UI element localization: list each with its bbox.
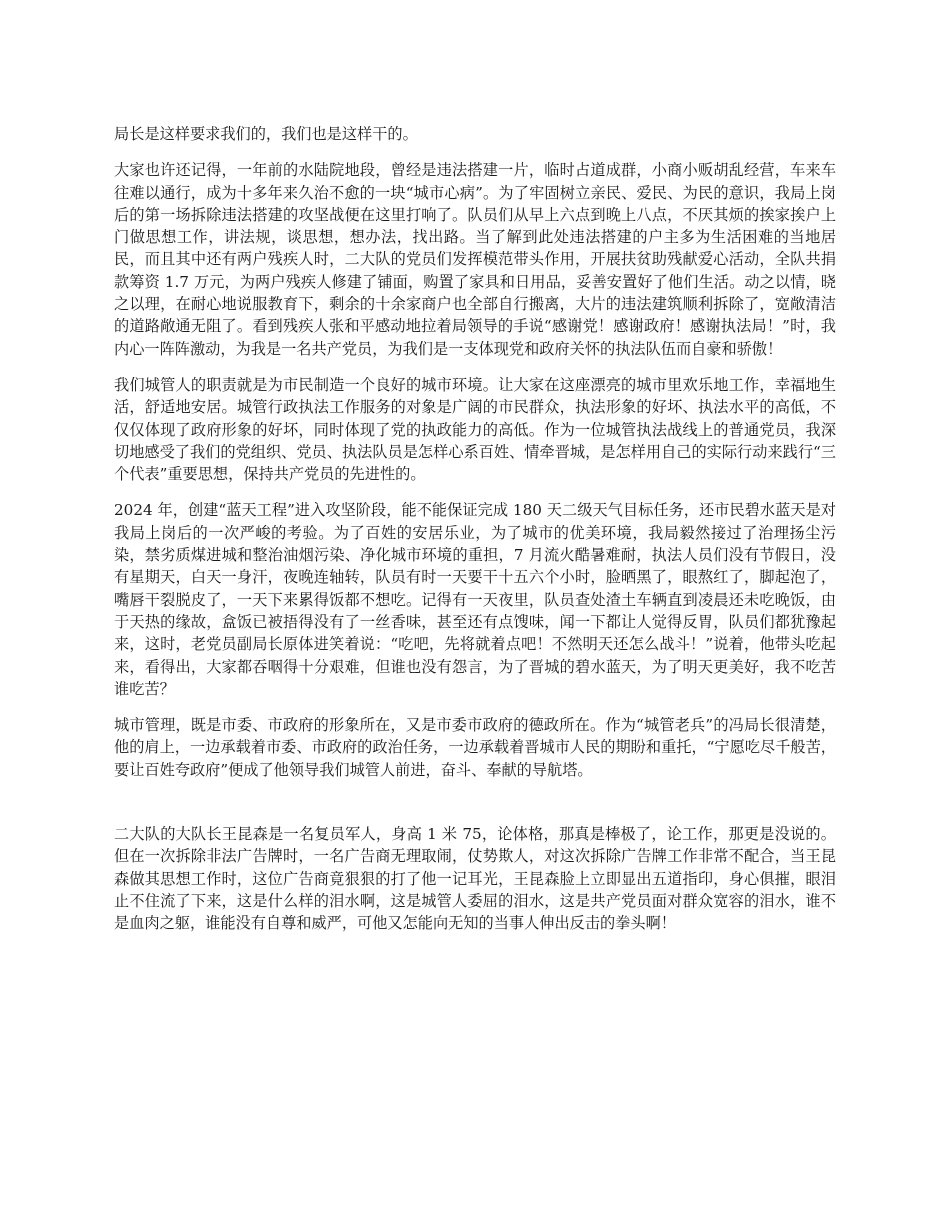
- paragraph-6: 二大队的大队长王昆森是一名复员军人，身高 1 米 75，论体格，那真是棒极了，论工作，那更是没说的。但在一次拆除非法广告牌时，一名广告商无理取闹，仗势欺人，对这次拆除广告牌工作非常不配合，当王昆森做其思想工作时，这位广告商竟狠狠的打了他一记耳光，王昆森脸上立即显出五道指印，身心俱摧，眼泪止不住流了下来，这是什么样的泪水啊，这是城管人委屈的泪水，这是共产党员面对群众宽容的泪水，谁不是血肉之躯，谁能没有自尊和威严，可他又怎能向无知的当事人伸出反击的拳头啊！: [114, 825, 836, 933]
- paragraph-5: 城市管理，既是市委、市政府的形象所在，又是市委市政府的德政所在。作为“城管老兵”的冯局长很清楚，他的肩上，一边承载着市委、市政府的政治任务，一边承载着晋城市人民的期盼和重托，“宁愿吃尽千般苦，要让百姓夸政府”便成了他领导我们城管人前进，奋斗、奉献的导航塔。: [114, 716, 836, 779]
- document-body: [114, 123, 836, 949]
- paragraph-4: 2024 年，创建“蓝天工程”进入攻坚阶段，能不能保证完成 180 天二级天气目标任务，还市民碧水蓝天是对我局上岗后的一次严峻的考验。为了百姓的安居乐业，为了城市的优美环境，我局毅然接过了治理扬尘污染，禁劣质煤进城和整治油烟污染、净化城市环境的重担，7 月流火酷暑难耐，执法人员们没有节假日，没有星期天，白天一身汗，夜晚连轴转，队员有时一天要干十五六个小时，脸晒黑了，眼熬红了，脚起泡了，嘴唇干裂脱皮了，一天下来累得饭都不想吃。记得有一天夜里，队员查处渣土车辆直到凌晨还未吃晚饭，由于天热的缘故，盒饭已被捂得没有了一丝香味，甚至还有点馊味，闻一下都让人觉得反胃，队员们都犹豫起来，这时，老党员副局长原体进笑着说：“吃吧，先将就着点吧！不然明天还怎么战斗！”说着，他带头吃起来，看得出，大家都吞咽得十分艰难，但谁也没有怨言，为了晋城的碧水蓝天，为了明天更美好，我不吃苦谁吃苦？: [114, 501, 836, 698]
- paragraph-2: 大家也许还记得，一年前的水陆院地段，曾经是违法搭建一片，临时占道成群，小商小贩胡乱经营，车来车往难以通行，成为十多年来久治不愈的一块“城市心病”。为了牢固树立亲民、爱民、为民的意识，我局上岗后的第一场拆除违法搭建的攻坚战便在这里打响了。队员们从早上六点到晚上八点，不厌其烦的挨家挨户上门做思想工作，讲法规，谈思想，想办法，找出路。当了解到此处违法搭建的户主多为生活困难的当地居民，而且其中还有两户残疾人时，二大队的党员们发挥模范带头作用，开展扶贫助残献爱心活动，全队共捐款筹资 1.7 万元，为两户残疾人修建了铺面，购置了家具和日用品，妥善安置好了他们生活。动之以情，晓之以理，在耐心地说服教育下，剩余的十余家商户也全部自行搬离，大片的违法建筑顺利拆除了，宽敞清洁的道路敞通无阻了。看到残疾人张和平感动地拉着局领导的手说“感谢党！感谢政府！感谢执法局！”时，我内心一阵阵激动，为我是一名共产党员，为我们是一支体现党和政府关怀的执法队伍而自豪和骄傲！: [114, 161, 836, 358]
- paragraph-1: 局长是这样要求我们的，我们也是这样干的。: [114, 125, 418, 143]
- paragraph-3: 我们城管人的职责就是为市民制造一个良好的城市环境。让大家在这座漂亮的城市里欢乐地工作，幸福地生活，舒适地安居。城管行政执法工作服务的对象是广阔的市民群众，执法形象的好坏、执法水平的高低，不仅仅体现了政府形象的好坏，同时体现了党的执政能力的高低。作为一位城管执法战线上的普通党员，我深切地感受了我们的党组织、党员、执法队员是怎样心系百姓、情牵晋城，是怎样用自己的实际行动来践行“三个代表”重要思想，保持共产党员的先进性的。: [114, 375, 836, 484]
